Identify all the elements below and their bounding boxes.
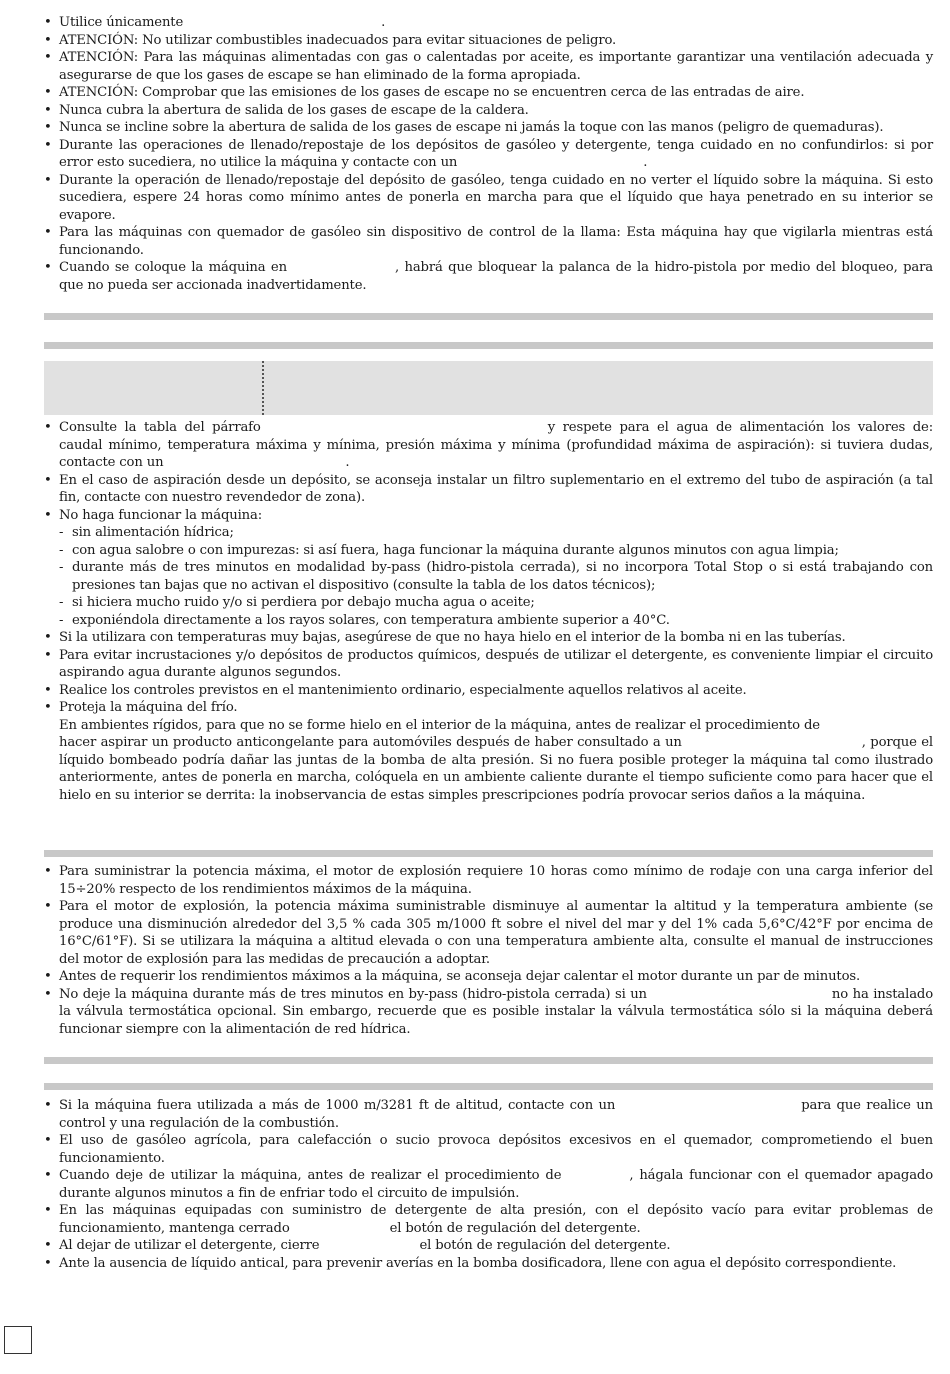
section-divider [44, 313, 933, 320]
list-item: • Proteja la máquina del frío. En ambientes rígidos, para que no se forme hielo en el interior de la máquina, antes de realizar el procedimiento de hacer aspirar un producto anticongelante para automóviles después de haber consultado a un , porque el líquido bombeado podría dañar las juntas de la bomba de alta presión. Si no fuera posible proteger la máquina tal como ilustrado anteriormente, antes de ponerla en marcha, colóquela en un ambiente caliente durante el tiempo suficiente como para hacer que el hielo en su interior se derrita: la inobservancia de estas simples prescripciones podría provocar serios daños a la máquina. [44, 699, 933, 804]
section-divider [44, 850, 933, 857]
list-item: • Cuando se coloque la máquina en , habrá que bloquear la palanca de la hidro-pistola por medio del bloqueo, para que no pueda ser accionada inadvertidamente. [44, 259, 933, 294]
list-item: • ATENCIÓN: Para las máquinas alimentadas con gas o calentadas por aceite, es importante garantizar una ventilación adecuada y asegurarse de que los gases de escape se han eliminado de la forma apropiada. [44, 49, 933, 84]
section-divider [44, 1083, 933, 1090]
engine-list [44, 863, 933, 1038]
list-item: • En las máquinas equipadas con suministro de detergente de alta presión, con el depósito vacío para evitar problemas de funcionamiento, mantenga cerrado el botón de regulación del detergente. [44, 1202, 933, 1237]
list-item: • Nunca se incline sobre la abertura de salida de los gases de escape ni jamás la toque con las manos (peligro de quemaduras). [44, 119, 933, 137]
burner-list [44, 1097, 933, 1272]
sub-list-item: - si hiciera mucho ruido y/o si perdiera por debajo mucha agua o aceite; [59, 594, 933, 612]
list-item: • Durante la operación de llenado/repostaje del depósito de gasóleo, tenga cuidado en no verter el líquido sobre la máquina. Si esto sucediera, espere 24 horas como mínimo antes de ponerla en marcha para que el líquido que haya penetrado en su interior se evapore. [44, 172, 933, 225]
list-item: • Realice los controles previstos en el mantenimiento ordinario, especialmente aquellos relativos al aceite. [44, 682, 933, 700]
section-header-band [44, 361, 933, 415]
list-item: • Si la utilizara con temperaturas muy bajas, asegúrese de que no haya hielo en el interior de la bomba ni en las tuberías. [44, 629, 933, 647]
section-divider [44, 1057, 933, 1064]
list-item: • Durante las operaciones de llenado/repostaje de los depósitos de gasóleo y detergente, tenga cuidado en no confundirlos: si por error esto sucediera, no utilice la máquina y contacte con un . [44, 137, 933, 172]
list-item: • En el caso de aspiración desde un depósito, se aconseja instalar un filtro suplementario en el extremo del tubo de aspiración (a tal fin, contacte con nuestro revendedor de zona). [44, 472, 933, 507]
frost-paragraph: En ambientes rígidos, para que no se forme hielo en el interior de la máquina, antes de realizar el procedimiento de hacer aspirar un producto anticongelante para automóviles después de haber consultado a un , porque el líquido bombeado podría dañar las juntas de la bomba de alta presión. Si no fuera posible proteger la máquina tal como ilustrado anteriormente, antes de ponerla en marcha, colóquela en un ambiente caliente durante el tiempo suficiente como para hacer que el hielo en su interior se derrita: la inobservancia de estas simples prescripciones podría provocar serios daños a la máquina. [59, 717, 933, 803]
list-item: • Ante la ausencia de líquido antical, para prevenir averías en la bomba dosificadora, llene con agua el depósito correspondiente. [44, 1255, 933, 1273]
list-item: • No haga funcionar la máquina: - sin alimentación hídrica; - con agua salobre o con impurezas: si así fuera, haga funcionar la máquina durante algunos minutos con agua limpia; - durante más de tres minutos en modalidad by-pass (hidro-pistola cerrada), si no incorpora Total Stop o si está trabajando con presiones tan bajas que no activan el dispositivo (consulte la tabla de los datos técnicos); - si hiciera mucho ruido y/o si perdiera por debajo mucha agua o aceite; - exponiéndola directamente a los rayos solares, con temperatura ambiente superior a 40°C. [44, 507, 933, 630]
list-item: • El uso de gasóleo agrícola, para calefacción o sucio provoca depósitos excesivos en el quemador, comprometiendo el buen funcionamiento. [44, 1132, 933, 1167]
list-item: • ATENCIÓN: Comprobar que las emisiones de los gases de escape no se encuentren cerca de las entradas de aire. [44, 84, 933, 102]
list-item: • Cuando deje de utilizar la máquina, antes de realizar el procedimiento de , hágala funcionar con el quemador apagado durante algunos minutos a fin de enfriar todo el circuito de impulsión. [44, 1167, 933, 1202]
dotted-separator [262, 361, 264, 415]
list-item: • Nunca cubra la abertura de salida de los gases de escape de la caldera. [44, 102, 933, 120]
list-item: • ATENCIÓN: No utilizar combustibles inadecuados para evitar situaciones de peligro. [44, 32, 933, 50]
sub-list-item: - sin alimentación hídrica; [59, 524, 933, 542]
list-item: • Consulte la tabla del párrafo y respete para el agua de alimentación los valores de: caudal mínimo, temperatura máxima y mínima, presión máxima y mínima (profundidad máxima de aspiración): si tuviera dudas, contacte con un . [44, 419, 933, 472]
list-item: • Para evitar incrustaciones y/o depósitos de productos químicos, después de utilizar el detergente, es conveniente limpiar el circuito aspirando agua durante algunos segundos. [44, 647, 933, 682]
list-item: • Antes de requerir los rendimientos máximos a la máquina, se aconseja dejar calentar el motor durante un par de minutos. [44, 968, 933, 986]
sub-list-item: - con agua salobre o con impurezas: si así fuera, haga funcionar la máquina durante algunos minutos con agua limpia; [59, 542, 933, 560]
list-item: • Utilice únicamente . [44, 14, 933, 32]
list-item: • Para las máquinas con quemador de gasóleo sin dispositivo de control de la llama: Esta máquina hay que vigilarla mientras está funcionando. [44, 224, 933, 259]
list-item: • No deje la máquina durante más de tres minutos en by-pass (hidro-pistola cerrada) si un no ha instalado la válvula termostática opcional. Sin embargo, recuerde que es posible instalar la válvula termostática sólo si la máquina deberá funcionar siempre con la alimentación de red hídrica. [44, 986, 933, 1039]
sub-list-item: - durante más de tres minutos en modalidad by-pass (hidro-pistola cerrada), si no incorpora Total Stop o si está trabajando con presiones tan bajas que no activan el dispositivo (consulte la tabla de los datos técnicos); [59, 559, 933, 594]
safety-list [44, 14, 933, 294]
list-item: • Si la máquina fuera utilizada a más de 1000 m/3281 ft de altitud, contacte con un para que realice un control y una regulación de la combustión. [44, 1097, 933, 1132]
section-divider [44, 342, 933, 349]
manual-page [44, 14, 933, 1272]
list-item: • Al dejar de utilizar el detergente, cierre el botón de regulación del detergente. [44, 1237, 933, 1255]
sub-list-item: - exponiéndola directamente a los rayos solares, con temperatura ambiente superior a 40°C. [59, 612, 933, 630]
water-supply-list [44, 419, 933, 804]
page-number-box [4, 1326, 32, 1354]
list-item: • Para el motor de explosión, la potencia máxima suministrable disminuye al aumentar la altitud y la temperatura ambiente (se produce una disminución alrededor del 3,5 % cada 305 m/1000 ft sobre el nivel del mar y del 1% cada 5,6°C/42°F por encima de 16°C/61°F). Si se utilizara la máquina a altitud elevada o con una temperatura ambiente alta, consulte el manual de instrucciones del motor de explosión para las medidas de precaución a adoptar. [44, 898, 933, 968]
sub-list [59, 524, 933, 629]
list-item: • Para suministrar la potencia máxima, el motor de explosión requiere 10 horas como mínimo de rodaje con una carga inferior del 15÷20% respecto de los rendimientos máximos de la máquina. [44, 863, 933, 898]
